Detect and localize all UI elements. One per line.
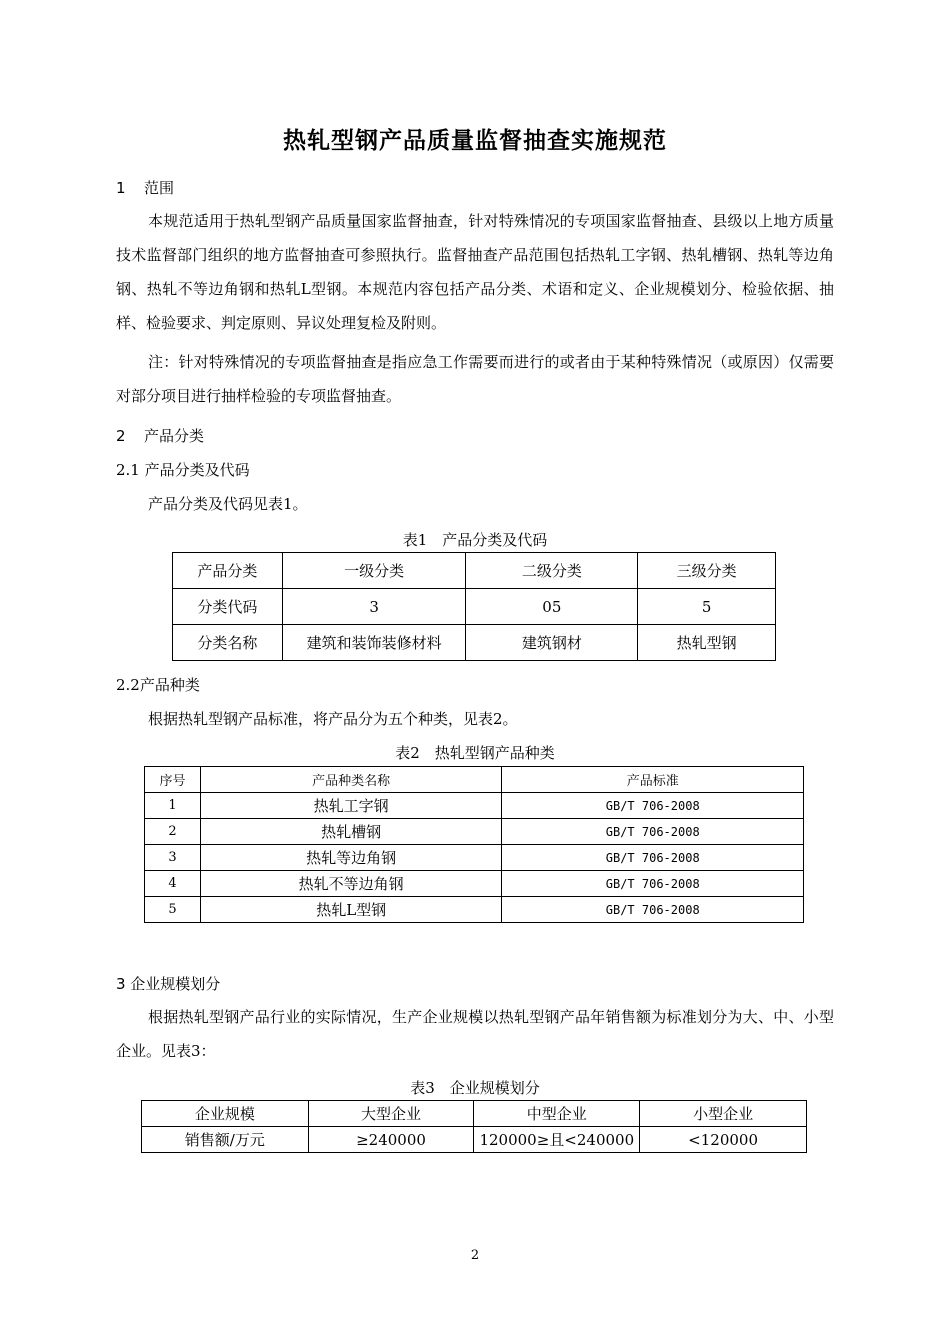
table-cell: 建筑和装饰装修材料	[282, 625, 466, 661]
table-cell: 三级分类	[638, 553, 776, 589]
table-row	[173, 589, 776, 625]
table-header-cell: 中型企业	[474, 1101, 640, 1127]
table-cell: 一级分类	[282, 553, 466, 589]
table-cell: 二级分类	[466, 553, 638, 589]
table-cell: 分类名称	[173, 625, 283, 661]
table-cell: 3	[282, 589, 466, 625]
table-cell: 热轧不等边角钢	[200, 871, 502, 897]
table-row	[145, 871, 804, 897]
table-cell: 建筑钢材	[466, 625, 638, 661]
table-header-cell: 大型企业	[308, 1101, 474, 1127]
table-cell: 分类代码	[173, 589, 283, 625]
table-cell: 热轧L型钢	[200, 897, 502, 923]
table-cell: 热轧等边角钢	[200, 845, 502, 871]
table-row	[173, 553, 776, 589]
section-2-number: 2	[116, 427, 126, 445]
section-1-title: 范围	[144, 179, 175, 197]
table-cell: GB/T 706-2008	[502, 793, 804, 819]
section-1-heading	[116, 177, 174, 198]
table-cell: 05	[466, 589, 638, 625]
table-3	[141, 1100, 807, 1153]
table-header-cell: 产品种类名称	[200, 767, 502, 793]
table-cell: ≥240000	[308, 1127, 474, 1153]
table-2-caption: 表2 热轧型钢产品种类	[395, 744, 555, 762]
subsection-2-1-heading: 2.1 产品分类及代码	[116, 461, 250, 479]
section-3-heading: 3 企业规模划分	[116, 975, 221, 993]
subsection-2-2-heading: 2.2产品种类	[116, 676, 200, 694]
table-cell: 4	[145, 871, 201, 897]
table-cell: 热轧槽钢	[200, 819, 502, 845]
page-title: 热轧型钢产品质量监督抽查实施规范	[283, 128, 667, 154]
table-cell: 5	[145, 897, 201, 923]
table-cell: 2	[145, 819, 201, 845]
subsection-2-1-text: 产品分类及代码见表1。	[148, 495, 308, 513]
table-cell: 热轧型钢	[638, 625, 776, 661]
table-cell: GB/T 706-2008	[502, 819, 804, 845]
table-cell: 热轧工字钢	[200, 793, 502, 819]
table-row	[145, 897, 804, 923]
subsection-2-2-text: 根据热轧型钢产品标准，将产品分为五个种类，见表2。	[148, 710, 518, 728]
table-row	[145, 793, 804, 819]
table-header-row	[145, 767, 804, 793]
section-3-paragraph: 根据热轧型钢产品行业的实际情况，生产企业规模以热轧型钢产品年销售额为标准划分为大、中、小型企业。见表3：	[116, 1008, 834, 1060]
table-header-cell: 企业规模	[142, 1101, 309, 1127]
table-3-caption: 表3 企业规模划分	[410, 1079, 540, 1097]
section-1-number: 1	[116, 179, 126, 197]
table-cell: 产品分类	[173, 553, 283, 589]
table-cell: 3	[145, 845, 201, 871]
table-cell: 5	[638, 589, 776, 625]
table-cell: <120000	[640, 1127, 807, 1153]
table-cell: GB/T 706-2008	[502, 871, 804, 897]
table-row	[145, 845, 804, 871]
table-1-caption: 表1 产品分类及代码	[402, 531, 548, 549]
table-row	[145, 819, 804, 845]
section-1-note: 注：针对特殊情况的专项监督抽查是指应急工作需要而进行的或者由于某种特殊情况（或原因）仅需要对部分项目进行抽样检验的专项监督抽查。	[116, 353, 834, 405]
table-cell: 销售额/万元	[142, 1127, 309, 1153]
table-cell: 1	[145, 793, 201, 819]
section-1-paragraph: 本规范适用于热轧型钢产品质量国家监督抽查，针对特殊情况的专项国家监督抽查、县级以上地方质量技术监督部门组织的地方监督抽查可参照执行。监督抽查产品范围包括热轧工字钢、热轧槽钢、热轧等边角钢、热轧不等边角钢和热轧L型钢。本规范内容包括产品分类、术语和定义、企业规模划分、检验依据、抽样、检验要求、判定原则、异议处理复检及附则。	[116, 212, 834, 332]
table-1	[172, 552, 776, 661]
table-cell: 120000≥且<240000	[474, 1127, 640, 1153]
section-2-heading	[116, 425, 204, 446]
table-header-cell: 小型企业	[640, 1101, 807, 1127]
table-header-cell: 序号	[145, 767, 201, 793]
table-cell: GB/T 706-2008	[502, 845, 804, 871]
table-header-cell: 产品标准	[502, 767, 804, 793]
table-row	[173, 625, 776, 661]
table-2	[144, 766, 804, 923]
table-row	[142, 1127, 807, 1153]
section-2-title: 产品分类	[144, 427, 205, 445]
page-number: 2	[470, 1248, 480, 1263]
table-header-row	[142, 1101, 807, 1127]
table-cell: GB/T 706-2008	[502, 897, 804, 923]
